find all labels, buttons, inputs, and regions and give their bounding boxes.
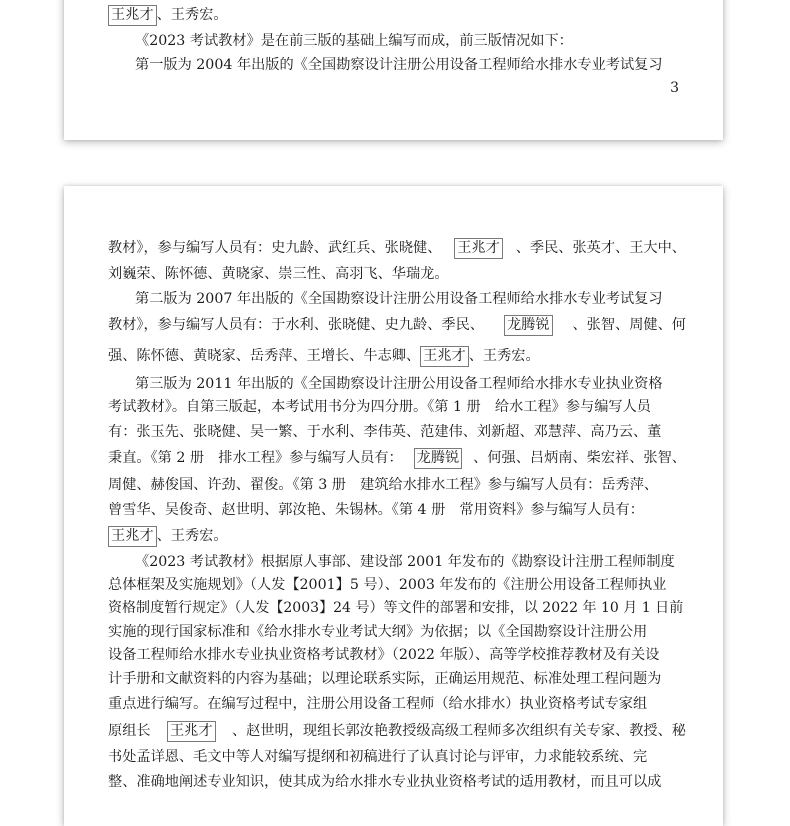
document-page-3 (64, 0, 723, 140)
text-line (108, 499, 686, 521)
text-segment: 第二版为 2007 年出版的《全国勘察设计注册公用设备工程师给水排水专业考试复习 (135, 291, 663, 307)
text-line (108, 345, 686, 367)
text-segment: 计手册和文献资料的内容为基础；以理论联系实际，正确运用规范、标准处理工程问题为 (108, 671, 662, 687)
text-segment: 周健、赫俊国、许劲、翟俊。《第 3 册 建筑给水排水工程》参与编写人员有：岳秀萍、 (108, 477, 659, 493)
text-line (108, 720, 686, 742)
text-line (108, 525, 686, 547)
text-segment: 书处孟详恩、毛文中等人对编写提纲和初稿进行了认真讨论与评审，力求能较系统、完 (108, 749, 648, 765)
text-segment: 秉直。《第 2 册 排水工程》参与编写人员有： (108, 450, 403, 466)
text-segment: 原组长 (108, 723, 151, 739)
text-segment: 整、准确地阐述专业知识，使其成为给水排水专业执业资格考试的适用教材，而且可以成 (108, 774, 662, 790)
text-segment: 、何强、吕炳南、柴宏祥、张智、 (473, 450, 686, 466)
text-segment: 、张智、周健、何 (572, 317, 686, 333)
text-line (108, 421, 686, 443)
text-segment: 设备工程师给水排水专业执业资格考试教材》（2022 年版）、高等学校推荐教材及有关设 (108, 647, 660, 663)
highlighted-name-box: 王兆才 (108, 526, 157, 547)
text-segment: 有：张玉先、张晓健、吴一繁、于水利、李伟英、范建伟、刘新超、邓慧萍、高乃云、董 (108, 424, 662, 440)
text-segment: 、王秀宏。 (156, 7, 228, 23)
highlighted-name-box: 王兆才 (420, 346, 469, 367)
text-segment: 强、陈怀德、黄晓家、岳秀萍、王增长、牛志卿、 (108, 348, 421, 364)
text-line (108, 644, 686, 666)
text-segment: 第一版为 2004 年出版的《全国勘察设计注册公用设备工程师给水排水专业考试复习 (135, 57, 663, 73)
text-line (108, 474, 686, 496)
text-line (108, 396, 686, 418)
text-line (108, 746, 686, 768)
highlighted-name-box: 王兆才 (454, 238, 503, 259)
text-line (108, 447, 686, 469)
text-line (108, 314, 686, 336)
text-line (108, 693, 686, 715)
text-segment: 教材》，参与编写人员有：于水利、张晓健、史九龄、季民、 (108, 317, 484, 333)
text-line (108, 4, 686, 26)
text-line (108, 621, 686, 643)
text-segment: 《2023 考试教材》是在前三版的基础上编写而成，前三版情况如下： (135, 33, 573, 49)
highlighted-name-box: 王兆才 (108, 5, 157, 26)
text-segment: 《2023 考试教材》根据原人事部、建设部 2001 年发布的《勘察设计注册工程师制度 (135, 554, 675, 570)
text-segment: 考试教材》。自第三版起，本考试用书分为四分册。《第 1 册 给水工程》参与编写人员 (108, 399, 651, 415)
highlighted-name-box: 王兆才 (167, 721, 216, 742)
document-page-4 (64, 186, 723, 826)
text-segment: 教材》，参与编写人员有：史九龄、武红兵、张晓健、 (108, 240, 442, 256)
text-segment: 、季民、张英才、王大中、 (515, 240, 686, 256)
page-number: 3 (670, 80, 679, 96)
highlighted-name-box: 龙腾锐 (504, 315, 553, 336)
text-segment: 、王秀宏。 (468, 348, 540, 364)
text-line (108, 263, 686, 285)
text-segment: 重点进行编写。在编写过程中，注册公用设备工程师（给水排水）执业资格考试专家组 (108, 696, 648, 712)
text-line (135, 373, 686, 395)
text-line (108, 237, 686, 259)
text-segment: 曾雪华、吴俊奇、赵世明、郭汝艳、朱锡林。《第 4 册 常用资料》参与编写人员有： (108, 502, 644, 518)
highlighted-name-box: 龙腾锐 (414, 448, 463, 469)
text-segment: 、赵世明，现组长郭汝艳教授级高级工程师多次组织有关专家、教授、秘 (231, 723, 686, 739)
text-line (108, 668, 686, 690)
text-segment: 总体框架及实施规划》（人发【2001】5 号）、2003 年发布的《注册公用设备工程师执业 (108, 577, 667, 593)
text-segment: 实施的现行国家标准和《给水排水专业考试大纲》为依据；以《全国勘察设计注册公用 (108, 624, 648, 640)
text-segment: 资格制度暂行规定》（人发【2003】24 号）等文件的部署和安排，以 2022 年 10 月 1 日前 (108, 600, 684, 616)
text-line (135, 30, 686, 52)
text-line (135, 288, 686, 310)
text-segment: 、王秀宏。 (156, 528, 228, 544)
text-segment: 刘巍荣、陈怀德、黄晓家、崇三性、高羽飞、华瑞龙。 (108, 266, 449, 282)
text-line (108, 574, 686, 596)
text-line (135, 551, 686, 573)
text-line (108, 597, 686, 619)
text-segment: 第三版为 2011 年出版的《全国勘察设计注册公用设备工程师给水排水专业执业资格 (135, 376, 663, 392)
text-line (135, 54, 686, 76)
